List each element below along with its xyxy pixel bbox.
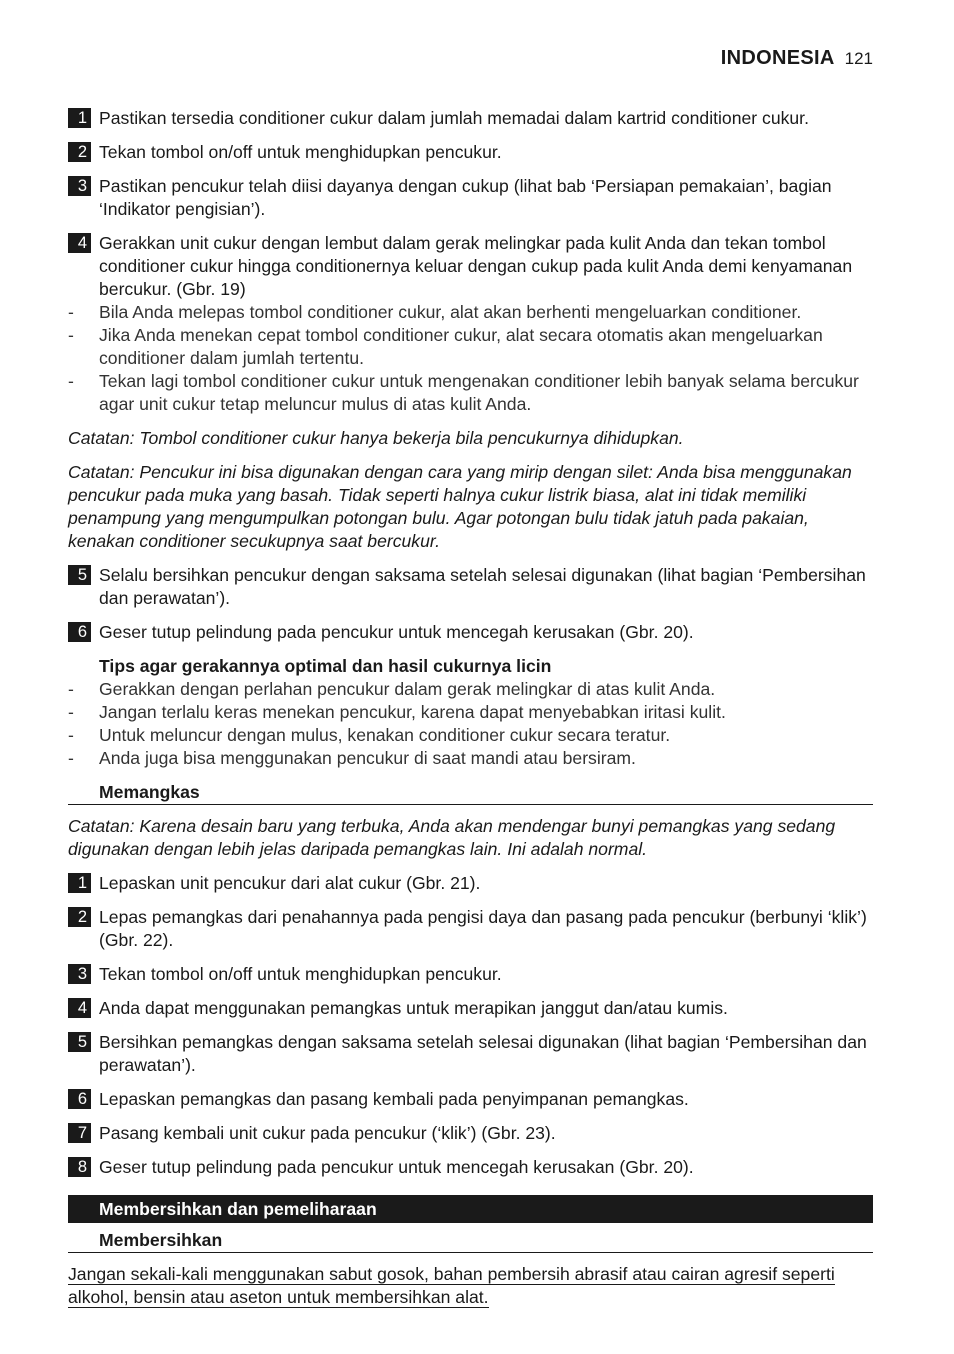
step-number: 2 (68, 907, 91, 927)
list-item: - Anda juga bisa menggunakan pencukur di saat mandi atau bersiram. (68, 748, 636, 768)
step-number: 5 (68, 1032, 91, 1052)
step-7 (68, 1122, 873, 1145)
step-text: Lepaskan unit pencukur dari alat cukur (Gbr. 21). (99, 873, 481, 893)
list-item: - Jangan terlalu keras menekan pencukur, karena dapat menyebabkan iritasi kulit. (68, 702, 726, 722)
bullet-list (68, 301, 873, 416)
warning-line: Jangan sekali-kali menggunakan sabut gosok, bahan pembersih abrasif atau cairan agresif seperti (68, 1264, 835, 1284)
section-bar: Membersihkan dan pemeliharaan (68, 1195, 873, 1223)
list-item: - Jika Anda menekan cepat tombol conditioner cukur, alat secara otomatis akan mengeluarkan conditioner dalam jumlah tertentu. (68, 325, 823, 368)
step-number: 3 (68, 964, 91, 984)
step-2 (68, 141, 873, 164)
step-number: 5 (68, 565, 91, 585)
step-text: Bersihkan pemangkas dengan saksama setelah selesai digunakan (lihat bagian ‘Pembersihan dan perawatan’). (99, 1032, 867, 1075)
note: Catatan: Pencukur ini bisa digunakan dengan cara yang mirip dengan silet: Anda bisa menggunakan pencukur pada muka yang basah. Tidak seperti halnya cukur listrik biasa, alat ini tidak memiliki penampung yang mengumpulkan potongan bulu. Agar potongan bulu tidak jatuh pada pakaian, kenakan conditioner secukupnya saat bercukur. (68, 462, 852, 551)
step-1 (68, 872, 873, 895)
step-text: Gerakkan unit cukur dengan lembut dalam gerak melingkar pada kulit Anda dan tekan tombol conditioner cukur hingga conditionernya keluar dengan cukup pada kulit Anda demi kenyamanan bercukur. (Gbr. 19) (99, 233, 853, 299)
list-item: - Untuk meluncur dengan mulus, kenakan conditioner cukur secara teratur. (68, 725, 671, 745)
note: Catatan: Tombol conditioner cukur hanya bekerja bila pencukurnya dihidupkan. (68, 428, 684, 448)
step-6 (68, 621, 873, 644)
page-number: 121 (844, 49, 873, 68)
tips-heading: Tips agar gerakannya optimal dan hasil cukurnya licin (99, 656, 552, 676)
step-text: Tekan tombol on/off untuk menghidupkan pencukur. (99, 964, 502, 984)
step-text: Geser tutup pelindung pada pencukur untuk mencegah kerusakan (Gbr. 20). (99, 622, 694, 642)
step-number: 6 (68, 622, 91, 642)
warning-line: alkohol, bensin atau aseton untuk membersihkan alat. (68, 1287, 489, 1307)
step-8 (68, 1156, 873, 1179)
step-text: Tekan tombol on/off untuk menghidupkan pencukur. (99, 142, 502, 162)
step-3 (68, 175, 873, 221)
step-2 (68, 906, 873, 952)
step-5 (68, 564, 873, 610)
step-number: 2 (68, 142, 91, 162)
step-text: Lepaskan pemangkas dan pasang kembali pada penyimpanan pemangkas. (99, 1089, 689, 1109)
language-label: INDONESIA (720, 47, 835, 69)
step-number: 4 (68, 998, 91, 1018)
step-3 (68, 963, 873, 986)
warning-text (68, 1263, 873, 1309)
step-number: 4 (68, 233, 91, 253)
step-text: Pasang kembali unit cukur pada pencukur (‘klik’) (Gbr. 23). (99, 1123, 556, 1143)
step-1 (68, 107, 873, 130)
list-item: - Tekan lagi tombol conditioner cukur untuk mengenakan conditioner lebih banyak selama bercukur agar unit cukur tetap meluncur mulus di atas kulit Anda. (68, 371, 859, 414)
step-number: 7 (68, 1123, 91, 1143)
page-content (68, 107, 873, 1309)
step-text: Anda dapat menggunakan pemangkas untuk merapikan janggut dan/atau kumis. (99, 998, 728, 1018)
page-header (721, 47, 873, 70)
step-number: 1 (68, 873, 91, 893)
step-text: Geser tutup pelindung pada pencukur untuk mencegah kerusakan (Gbr. 20). (99, 1157, 694, 1177)
list-item: - Bila Anda melepas tombol conditioner cukur, alat akan berhenti mengeluarkan conditioner. (68, 302, 802, 322)
step-4 (68, 997, 873, 1020)
step-number: 3 (68, 176, 91, 196)
step-6 (68, 1088, 873, 1111)
step-text: Lepas pemangkas dari penahannya pada pengisi daya dan pasang pada pencukur (berbunyi ‘klik’) (Gbr. 22). (99, 907, 867, 950)
section-heading-membersihkan: Membersihkan (68, 1229, 873, 1253)
section-heading-memangkas: Memangkas (68, 781, 873, 805)
list-item: - Gerakkan dengan perlahan pencukur dalam gerak melingkar di atas kulit Anda. (68, 679, 716, 699)
step-number: 6 (68, 1089, 91, 1109)
step-number: 1 (68, 108, 91, 128)
step-4 (68, 232, 873, 301)
step-text: Selalu bersihkan pencukur dengan saksama setelah selesai digunakan (lihat bagian ‘Pembersihan dan perawatan’). (99, 565, 866, 608)
step-text: Pastikan tersedia conditioner cukur dalam jumlah memadai dalam kartrid conditioner cukur. (99, 108, 809, 128)
step-5 (68, 1031, 873, 1077)
step-text: Pastikan pencukur telah diisi dayanya dengan cukup (lihat bab ‘Persiapan pemakaian’, bagian ‘Indikator pengisian’). (99, 176, 832, 219)
tips-list (68, 678, 873, 770)
note: Catatan: Karena desain baru yang terbuka, Anda akan mendengar bunyi pemangkas yang sedang digunakan dengan lebih jelas daripada pemangkas lain. Ini adalah normal. (68, 816, 836, 859)
step-number: 8 (68, 1157, 91, 1177)
